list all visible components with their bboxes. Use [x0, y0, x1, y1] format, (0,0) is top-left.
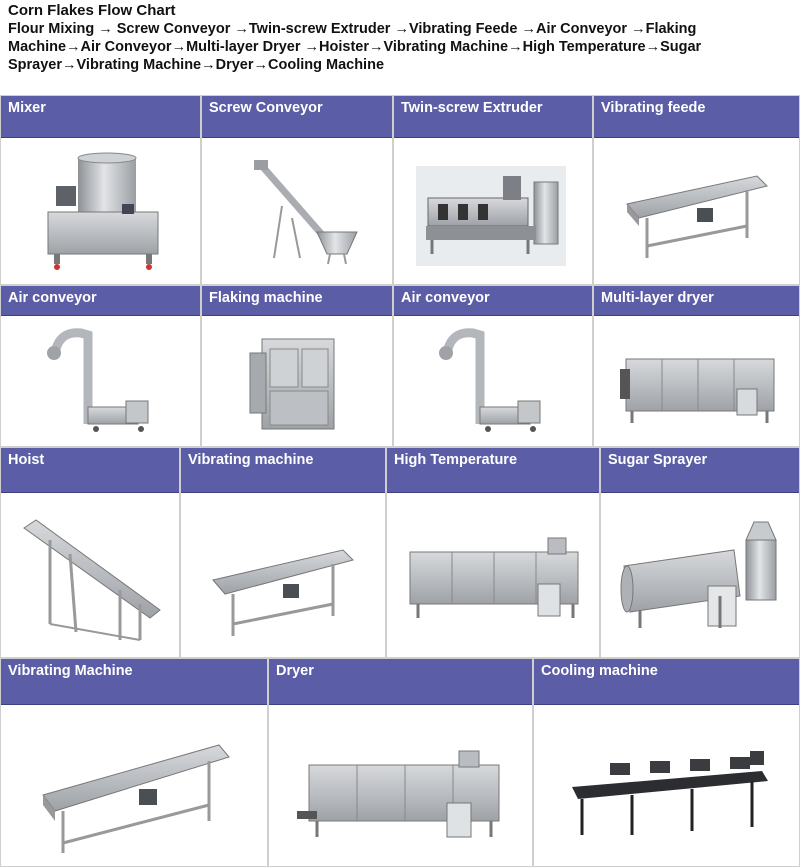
flow-line-1: Flour Mixing → Screw Conveyor →Twin-screw Extruder →Vibrating Feede →Air Conveyor →Flaking [8, 21, 697, 37]
cooling-conveyor-icon [534, 705, 799, 866]
equipment-row-2 [0, 285, 800, 447]
card-label: High Temperature [387, 448, 599, 493]
equipment-card-vibrating-feeder [593, 95, 800, 285]
equipment-row-4 [0, 658, 800, 867]
card-label: Air conveyor [1, 286, 200, 316]
page-title: Corn Flakes Flow Chart [8, 2, 176, 19]
twin-screw-extruder-icon [394, 138, 592, 284]
air-conveyor-icon [394, 316, 592, 446]
high-temperature-oven-icon [387, 493, 599, 657]
title-block [8, 2, 798, 74]
equipment-card-mixer [0, 95, 201, 285]
equipment-row-1 [0, 95, 800, 285]
equipment-card-cooling-machine [533, 658, 800, 867]
card-label: Multi-layer dryer [594, 286, 799, 316]
card-label: Vibrating machine [181, 448, 385, 493]
equipment-card-high-temperature [386, 447, 600, 658]
hoist-conveyor-icon [1, 493, 179, 657]
vibrating-feeder-icon [594, 138, 799, 284]
equipment-card-flaking-machine [201, 285, 393, 447]
equipment-card-air-conveyor [0, 285, 201, 447]
card-label: Vibrating feede [594, 96, 799, 138]
card-label: Dryer [269, 659, 532, 705]
equipment-card-dryer [268, 658, 533, 867]
equipment-card-screw-conveyor [201, 95, 393, 285]
card-label: Sugar Sprayer [601, 448, 799, 493]
flaking-machine-icon [202, 316, 392, 446]
card-label: Twin-screw Extruder [394, 96, 592, 138]
sugar-sprayer-drum-icon [601, 493, 799, 657]
equipment-card-multi-layer-dryer [593, 285, 800, 447]
card-label: Flaking machine [202, 286, 392, 316]
card-label: Hoist [1, 448, 179, 493]
dryer-icon [269, 705, 532, 866]
flow-line-3: Sprayer→Vibrating Machine→Dryer→Cooling Machine [8, 57, 385, 73]
card-label: Mixer [1, 96, 200, 138]
card-label: Cooling machine [534, 659, 799, 705]
flow-line-2: Machine→Air Conveyor→Multi-layer Dryer →Hoister→Vibrating Machine→High Temperature→Sugar [8, 39, 702, 55]
air-conveyor-icon [1, 316, 200, 446]
screw-conveyor-icon [202, 138, 392, 284]
card-label: Air conveyor [394, 286, 592, 316]
equipment-card-hoist [0, 447, 180, 658]
card-label: Vibrating Machine [1, 659, 267, 705]
equipment-card-vibrating-machine-2 [0, 658, 268, 867]
equipment-card-sugar-sprayer [600, 447, 800, 658]
equipment-card-air-conveyor-2 [393, 285, 593, 447]
card-label: Screw Conveyor [202, 96, 392, 138]
equipment-card-twin-screw-extruder [393, 95, 593, 285]
equipment-row-3 [0, 447, 800, 658]
vibrating-machine-icon [181, 493, 385, 657]
equipment-card-vibrating-machine [180, 447, 386, 658]
mixer-machine-icon [1, 138, 200, 284]
vibrating-machine-icon [1, 705, 267, 866]
multi-layer-dryer-icon [594, 316, 799, 446]
